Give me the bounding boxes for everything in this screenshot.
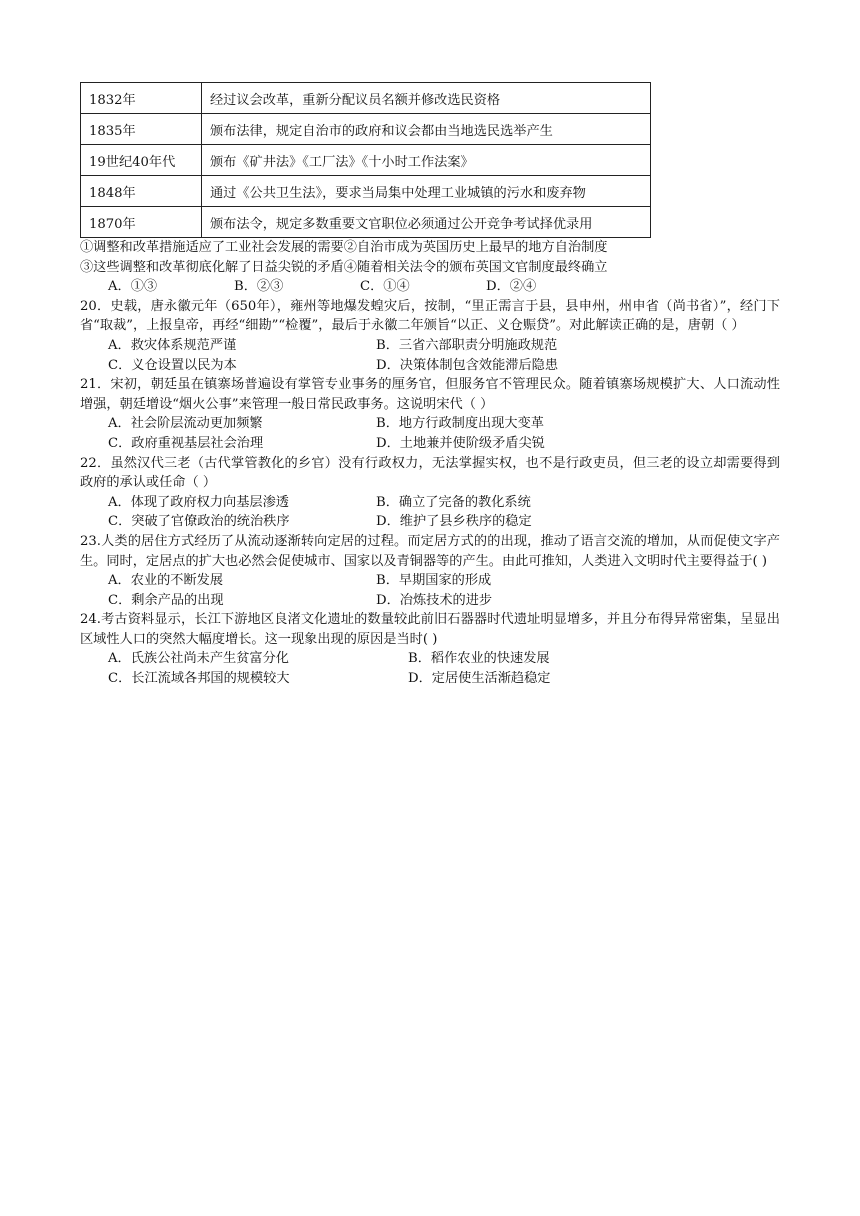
option-d: D．决策体制包含效能滞后隐患 bbox=[376, 357, 559, 373]
option-c: C．义仓设置以民为本 bbox=[108, 357, 237, 373]
table-event-cell: 颁布法令，规定多数重要文官职位必须通过公开竞争考试择优录用 bbox=[202, 207, 651, 238]
option-d: D．土地兼并使阶级矛盾尖锐 bbox=[376, 435, 545, 451]
question-21 bbox=[80, 375, 780, 453]
q19-statement-1: ①调整和改革措施适应了工业社会发展的需要②自治市成为英国历史上最早的地方自治制度 bbox=[80, 240, 608, 255]
option-c: C．①④ bbox=[360, 279, 410, 295]
option-c: C．政府重视基层社会治理 bbox=[108, 435, 264, 451]
table-year-cell: 19世纪40年代 bbox=[81, 145, 202, 176]
history-table bbox=[80, 82, 651, 238]
table-row bbox=[81, 83, 651, 114]
table-event-cell: 颁布《矿井法》《工厂法》《十小时工作法案》 bbox=[202, 145, 651, 176]
q24-options-row-2 bbox=[80, 669, 780, 689]
table-year-cell: 1832年 bbox=[81, 83, 202, 114]
question-24 bbox=[80, 610, 780, 688]
q21-stem: 21．宋初，朝廷虽在镇寨场普遍设有掌管专业事务的厘务官，但服务官不管理民众。随着镇寨场规模扩大、人口流动性增强，朝廷增设“烟火公事”来管理一般日常民政事务。这说明宋代（ ） bbox=[80, 377, 780, 412]
question-20 bbox=[80, 297, 780, 375]
table-event-cell: 经过议会改革，重新分配议员名额并修改选民资格 bbox=[202, 83, 651, 114]
exam-page bbox=[80, 82, 780, 689]
option-a: A．体现了政府权力向基层渗透 bbox=[108, 494, 289, 510]
table-year-cell: 1835年 bbox=[81, 114, 202, 145]
option-b: B．地方行政制度出现大变革 bbox=[376, 416, 544, 432]
q20-options-row-1 bbox=[80, 336, 780, 356]
question-19 bbox=[80, 238, 780, 297]
option-d: D．冶炼技术的进步 bbox=[376, 592, 493, 608]
table-event-cell: 通过《公共卫生法》，要求当局集中处理工业城镇的污水和废弃物 bbox=[202, 176, 651, 207]
table-year-cell: 1848年 bbox=[81, 176, 202, 207]
table-year-cell: 1870年 bbox=[81, 207, 202, 238]
q21-options-row-2 bbox=[80, 434, 780, 454]
option-a: A．氏族公社尚未产生贫富分化 bbox=[108, 651, 289, 667]
option-d: D．维护了县乡秩序的稳定 bbox=[376, 514, 532, 530]
q19-options bbox=[80, 277, 780, 297]
question-23 bbox=[80, 532, 780, 610]
table-row bbox=[81, 145, 651, 176]
table-row bbox=[81, 114, 651, 145]
q24-stem: 24.考古资料显示，长江下游地区良渚文化遗址的数量较此前旧石器器时代遗址明显增多，并且分布得异常密集，呈显出区域性人口的突然大幅度增长。这一现象出现的原因是当时( ) bbox=[80, 612, 780, 647]
option-c: C．剩余产品的出现 bbox=[108, 592, 224, 608]
option-d: D．定居使生活渐趋稳定 bbox=[408, 671, 551, 687]
option-a: A．①③ bbox=[108, 279, 158, 295]
q20-options-row-2 bbox=[80, 356, 780, 376]
question-22 bbox=[80, 454, 780, 532]
q22-options-row-1 bbox=[80, 493, 780, 513]
q21-options-row-1 bbox=[80, 414, 780, 434]
q24-options-row-1 bbox=[80, 649, 780, 669]
q22-options-row-2 bbox=[80, 512, 780, 532]
option-a: A．救灾体系规范严谨 bbox=[108, 337, 237, 353]
q23-stem: 23.人类的居住方式经历了从流动逐渐转向定居的过程。而定居方式的的出现，推动了语言交流的增加，从而促使文字产生。同时，定居点的扩大也必然会促使城市、国家以及青铜器等的产生。由此可推知，人类进入文明时代主要得益于( ) bbox=[80, 533, 780, 569]
table-row bbox=[81, 176, 651, 207]
option-d: D．②④ bbox=[486, 279, 537, 295]
option-c: C．长江流域各邦国的规模较大 bbox=[108, 671, 290, 687]
option-a: A．农业的不断发展 bbox=[108, 573, 224, 589]
option-b: B．三省六部职责分明施政规范 bbox=[376, 337, 558, 353]
option-b: B．稻作农业的快速发展 bbox=[408, 651, 550, 667]
table-row bbox=[81, 207, 651, 238]
option-b: B．确立了完备的教化系统 bbox=[376, 494, 531, 510]
option-b: B．早期国家的形成 bbox=[376, 573, 492, 589]
q19-statement-2: ③这些调整和改革彻底化解了日益尖锐的矛盾④随着相关法令的颁布英国文官制度最终确立 bbox=[80, 259, 608, 275]
q23-options-row-2 bbox=[80, 591, 780, 611]
q20-stem: 20．史载，唐永徽元年（650年），雍州等地爆发蝗灾后，按制，“里正需言于县，县申州，州申省（尚书省）”，经门下省“取裁”，上报皇帝，再经“细勘”“检覆”，最后于永徽二年颁旨“以正、义仓赈贷”。对此解读正确的是，唐朝（ ） bbox=[80, 298, 780, 334]
option-a: A．社会阶层流动更加频繁 bbox=[108, 416, 263, 432]
q23-options-row-1 bbox=[80, 571, 780, 591]
option-c: C．突破了官僚政治的统治秩序 bbox=[108, 514, 290, 530]
option-b: B．②③ bbox=[234, 279, 284, 295]
q22-stem: 22．虽然汉代三老（古代掌管教化的乡官）没有行政权力，无法掌握实权，也不是行政吏员，但三老的设立却需要得到政府的承认或任命（ ） bbox=[80, 455, 780, 491]
table-event-cell: 颁布法律，规定自治市的政府和议会都由当地选民选举产生 bbox=[202, 114, 651, 145]
